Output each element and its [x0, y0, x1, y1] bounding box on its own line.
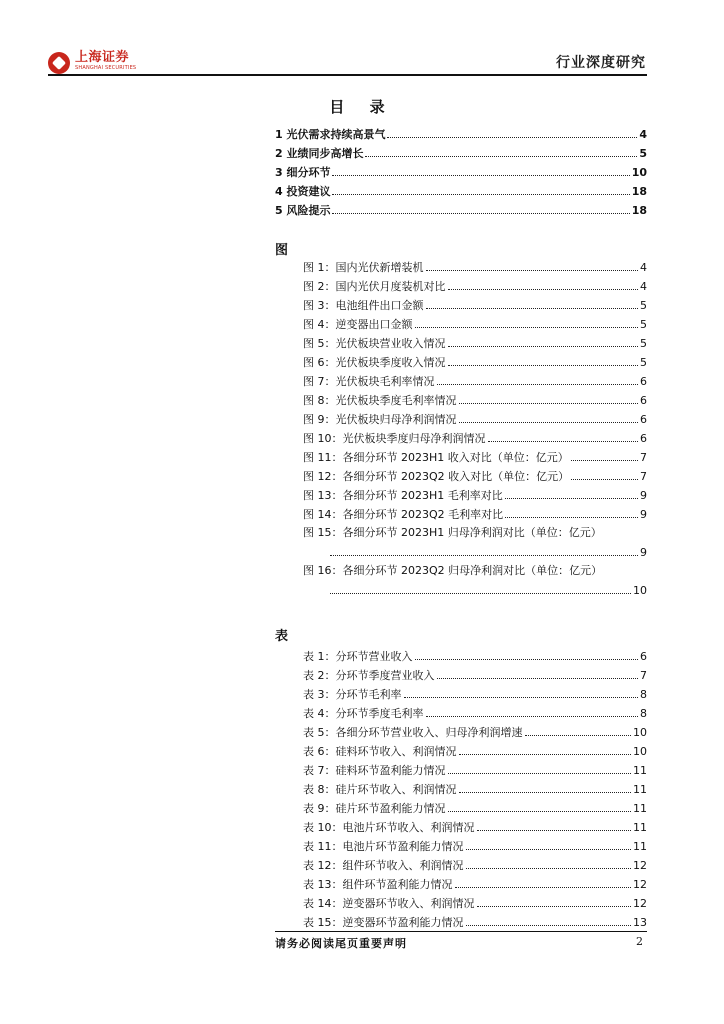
table-entry[interactable] [303, 706, 647, 721]
toc-entry-page: 4 [639, 128, 647, 141]
figure-entry[interactable] [303, 507, 647, 522]
figure-entry[interactable] [303, 279, 647, 294]
figure-entry-page: 6 [640, 413, 647, 426]
logo-name-cn: 上海证券 [75, 50, 130, 65]
table-entry-label: 表 10：电池片环节收入、利润情况 [303, 821, 475, 834]
figure-entry[interactable] [303, 336, 647, 351]
toc-entry-label: 4 投资建议 [275, 185, 331, 198]
figure-entry[interactable] [303, 431, 647, 446]
figure-entry[interactable] [303, 374, 647, 389]
toc-entry-label: 5 风险提示 [275, 204, 331, 217]
toc-entry-page: 18 [631, 185, 647, 198]
figure-entry-page: 9 [640, 546, 647, 559]
table-entry-label: 表 1：分环节营业收入 [303, 650, 413, 663]
figure-entry-page: 6 [640, 394, 647, 407]
toc-entry[interactable] [275, 184, 647, 199]
table-entry-page: 8 [640, 688, 647, 701]
figure-entry[interactable] [303, 469, 647, 484]
table-entry[interactable] [303, 915, 647, 930]
toc-title: 目 录 [329, 98, 395, 116]
table-entry-page: 11 [633, 840, 647, 853]
table-entry-label: 表 5：各细分环节营业收入、归母净利润增速 [303, 726, 523, 739]
table-entry-page: 7 [640, 669, 647, 682]
figure-entry-page: 10 [633, 584, 647, 597]
table-entry-label: 表 4：分环节季度毛利率 [303, 707, 424, 720]
table-entry-page: 10 [633, 745, 647, 758]
figure-entry-label: 图 15：各细分环节 2023H1 归母净利润对比（单位：亿元） [303, 526, 602, 539]
table-entry-page: 12 [633, 878, 647, 891]
figure-entry-label: 图 6：光伏板块季度收入情况 [303, 356, 446, 369]
figure-entry-page: 7 [640, 451, 647, 464]
figure-entry-continuation[interactable] [330, 583, 647, 598]
figure-entry-label: 图 1：国内光伏新增装机 [303, 261, 424, 274]
toc-entry-page: 5 [639, 147, 647, 160]
table-entry-label: 表 6：硅料环节收入、利润情况 [303, 745, 457, 758]
figures-heading: 图 [275, 243, 289, 258]
figure-entry-page: 5 [640, 356, 647, 369]
table-entry[interactable] [303, 877, 647, 892]
figure-entry-label: 图 9：光伏板块归母净利润情况 [303, 413, 457, 426]
figure-entry-label: 图 4：逆变器出口金额 [303, 318, 413, 331]
table-entry[interactable] [303, 839, 647, 854]
figure-entry-label: 图 13：各细分环节 2023H1 毛利率对比 [303, 489, 503, 502]
table-entry-label: 表 2：分环节季度营业收入 [303, 669, 435, 682]
tables-heading: 表 [275, 629, 289, 644]
page-number: 2 [636, 935, 643, 948]
footer-disclaimer: 请务必阅读尾页重要声明 [275, 937, 407, 950]
figure-entry-label: 图 3：电池组件出口金额 [303, 299, 424, 312]
figure-entry[interactable] [303, 393, 647, 408]
figure-entry-continuation[interactable] [330, 545, 647, 560]
table-entry[interactable] [303, 744, 647, 759]
figure-entry-label: 图 11：各细分环节 2023H1 收入对比（单位：亿元） [303, 451, 569, 464]
table-entry-page: 8 [640, 707, 647, 720]
table-entry-page: 13 [633, 916, 647, 929]
table-entry-label: 表 15：逆变器环节盈利能力情况 [303, 916, 464, 929]
figure-entry-label: 图 14：各细分环节 2023Q2 毛利率对比 [303, 508, 504, 521]
table-entry-page: 6 [640, 650, 647, 663]
toc-entry[interactable] [275, 146, 647, 161]
table-entry[interactable] [303, 782, 647, 797]
figure-entry-page: 5 [640, 318, 647, 331]
toc-entry[interactable] [275, 165, 647, 180]
figure-entry-label: 图 7：光伏板块毛利率情况 [303, 375, 435, 388]
logo-name-en: SHANGHAI SECURITIES [75, 65, 137, 71]
figure-entry-label: 图 8：光伏板块季度毛利率情况 [303, 394, 457, 407]
figure-entry-page: 5 [640, 299, 647, 312]
table-entry[interactable] [303, 763, 647, 778]
table-entry[interactable] [303, 820, 647, 835]
report-type-title: 行业深度研究 [556, 55, 646, 71]
footer-divider [275, 931, 647, 932]
toc-entry-label: 1 光伏需求持续高景气 [275, 128, 386, 141]
table-entry-page: 10 [633, 726, 647, 739]
header-divider [48, 74, 647, 76]
figure-entry-page: 4 [640, 261, 647, 274]
toc-entry-page: 10 [631, 166, 647, 179]
page-header [48, 50, 648, 76]
figure-entry-label: 图 16：各细分环节 2023Q2 归母净利润对比（单位：亿元） [303, 564, 603, 577]
table-entry-page: 12 [633, 859, 647, 872]
table-entry[interactable] [303, 687, 647, 702]
figure-entry-page: 7 [640, 470, 647, 483]
figure-entry-label: 图 12：各细分环节 2023Q2 收入对比（单位：亿元） [303, 470, 570, 483]
toc-entry[interactable] [275, 203, 647, 218]
table-entry-page: 11 [633, 783, 647, 796]
figure-entry[interactable] [303, 260, 647, 275]
figure-entry-page: 6 [640, 375, 647, 388]
table-entry-page: 11 [633, 764, 647, 777]
figure-entry-page: 6 [640, 432, 647, 445]
figure-entry[interactable] [303, 298, 647, 313]
table-entry-label: 表 7：硅料环节盈利能力情况 [303, 764, 446, 777]
company-logo [48, 50, 136, 74]
table-entry-page: 12 [633, 897, 647, 910]
figure-entry[interactable] [303, 526, 647, 540]
table-entry[interactable] [303, 801, 647, 816]
table-entry-page: 11 [633, 821, 647, 834]
table-entry[interactable] [303, 649, 647, 664]
table-entry[interactable] [303, 858, 647, 873]
figure-entry-page: 9 [640, 489, 647, 502]
table-entry[interactable] [303, 896, 647, 911]
figure-entry-label: 图 2：国内光伏月度装机对比 [303, 280, 446, 293]
table-entry-label: 表 14：逆变器环节收入、利润情况 [303, 897, 475, 910]
table-entry[interactable] [303, 668, 647, 683]
figure-entry-page: 9 [640, 508, 647, 521]
table-entry-label: 表 3：分环节毛利率 [303, 688, 402, 701]
toc-entry-label: 2 业绩同步高增长 [275, 147, 364, 160]
figure-entry[interactable] [303, 488, 647, 503]
toc-entry-label: 3 细分环节 [275, 166, 331, 179]
table-entry-label: 表 13：组件环节盈利能力情况 [303, 878, 453, 891]
table-entry-label: 表 8：硅片环节收入、利润情况 [303, 783, 457, 796]
table-entry-page: 11 [633, 802, 647, 815]
figure-entry-label: 图 10：光伏板块季度归母净利润情况 [303, 432, 486, 445]
figure-entry-page: 5 [640, 337, 647, 350]
figure-entry-label: 图 5：光伏板块营业收入情况 [303, 337, 446, 350]
figure-entry[interactable] [303, 355, 647, 370]
figure-entry[interactable] [303, 564, 647, 578]
table-entry-label: 表 11：电池片环节盈利能力情况 [303, 840, 464, 853]
figure-entry[interactable] [303, 412, 647, 427]
figure-entry[interactable] [303, 450, 647, 465]
table-entry[interactable] [303, 725, 647, 740]
figure-entry[interactable] [303, 317, 647, 332]
toc-entry[interactable] [275, 127, 647, 142]
logo-icon [48, 52, 70, 74]
table-entry-label: 表 12：组件环节收入、利润情况 [303, 859, 464, 872]
toc-entry-page: 18 [631, 204, 647, 217]
table-entry-label: 表 9：硅片环节盈利能力情况 [303, 802, 446, 815]
figure-entry-page: 4 [640, 280, 647, 293]
